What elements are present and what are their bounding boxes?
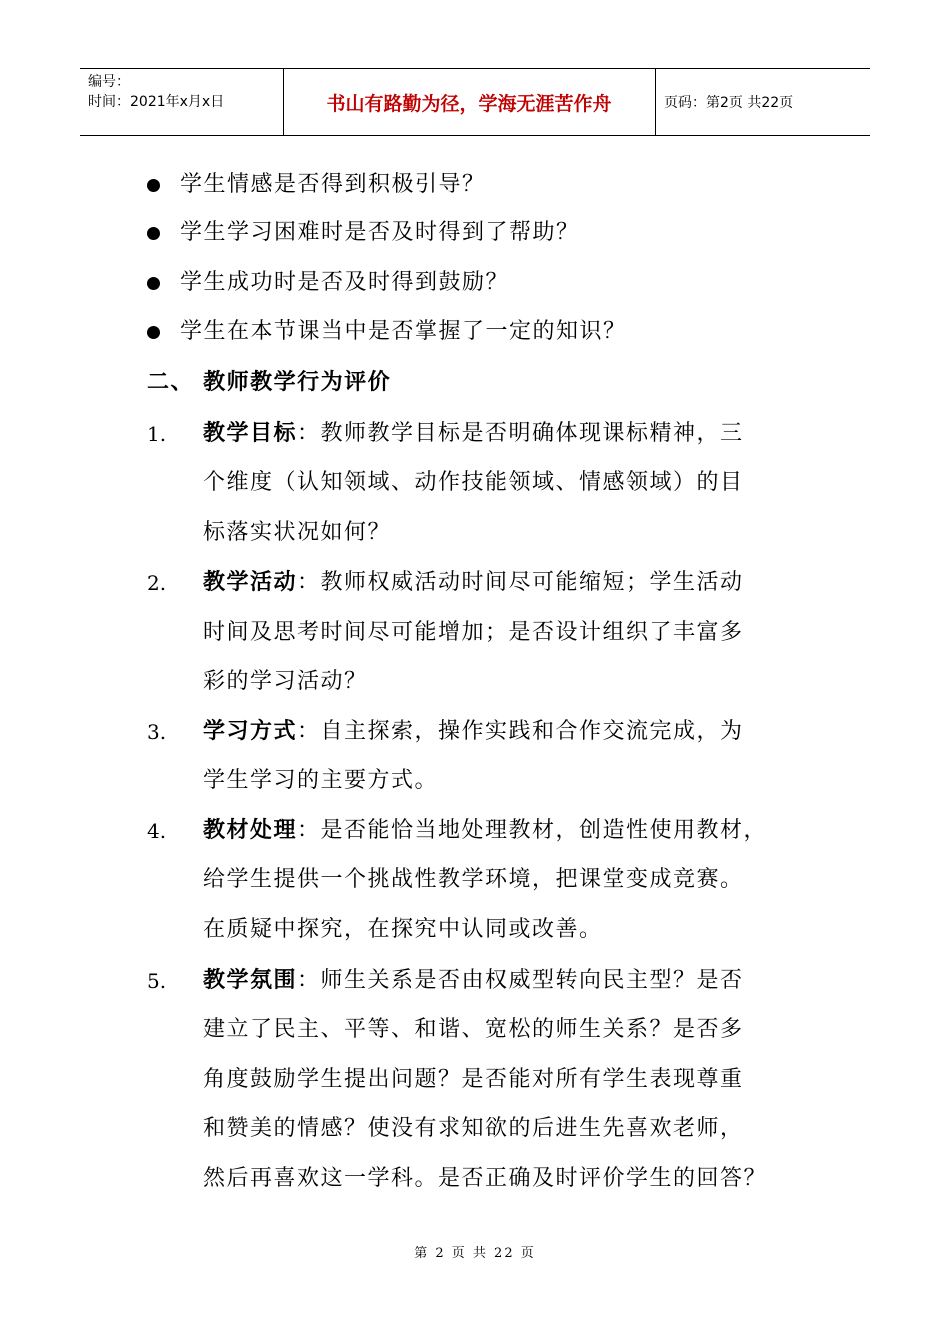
item-text: 给学生提供一个挑战性教学环境，把课堂变成竞赛。: [203, 867, 744, 892]
time-label: 时间：2021年x月x日: [88, 94, 225, 110]
item-line: [203, 816, 767, 846]
item-text: ：自主探索，操作实践和合作交流完成，为: [297, 719, 744, 744]
bullet-dot-icon: [147, 179, 160, 192]
header-meta: [80, 69, 284, 135]
item-text: ：教师教学目标是否明确体现课标精神，三: [297, 421, 744, 446]
item-line: [203, 419, 744, 449]
bullet-text: 学生在本节课当中是否掌握了一定的知识？: [180, 319, 627, 344]
page-header: [80, 68, 870, 136]
item-text: 标落实状况如何？: [203, 520, 392, 545]
item-text: 学生学习的主要方式。: [203, 768, 439, 793]
item-text: 角度鼓励学生提出问题？是否能对所有学生表现尊重: [203, 1067, 744, 1092]
item-line: [203, 966, 744, 996]
item-title: 教学活动: [203, 570, 298, 595]
item-text: 彩的学习活动？: [203, 669, 368, 694]
item-title: 教学目标: [203, 421, 298, 446]
bullet-dot-icon: [147, 277, 160, 290]
page-footer: 第 2 页 共 22 页: [414, 1246, 536, 1261]
item-number: 3.: [147, 720, 167, 744]
bullet-text: 学生学习困难时是否及时得到了帮助？: [180, 220, 580, 245]
item-title: 学习方式: [203, 719, 298, 744]
header-motto: 书山有路勤为径，学海无涯苦作舟: [283, 69, 656, 135]
bullet-text: 学生情感是否得到积极引导？: [180, 172, 486, 197]
item-text: 和赞美的情感？使没有求知欲的后进生先喜欢老师，: [203, 1116, 744, 1141]
bullet-dot-icon: [147, 326, 160, 339]
item-text: 个维度（认知领域、动作技能领域、情感领域）的目: [203, 470, 744, 495]
item-title: 教学氛围: [203, 968, 298, 993]
section-heading: 二、 教师教学行为评价: [147, 370, 392, 395]
item-text: ：教师权威活动时间尽可能缩短；学生活动: [297, 570, 744, 595]
item-text: 然后再喜欢这一学科。是否正确及时评价学生的回答？: [203, 1166, 768, 1191]
item-text: 时间及思考时间尽可能增加；是否设计组织了丰富多: [203, 620, 744, 645]
item-line: [203, 717, 744, 747]
item-number: 4.: [147, 819, 167, 843]
bullet-dot-icon: [147, 227, 160, 240]
bullet-text: 学生成功时是否及时得到鼓励？: [180, 270, 510, 295]
item-number: 1.: [147, 422, 167, 446]
number-label: 编号：: [88, 74, 130, 90]
item-text: 建立了民主、平等、和谐、宽松的师生关系？是否多: [203, 1017, 744, 1042]
item-number: 5.: [147, 969, 167, 993]
item-line: [203, 568, 744, 598]
item-text: ：师生关系是否由权威型转向民主型？是否: [297, 968, 744, 993]
item-text: ：是否能恰当地处理教材，创造性使用教材，: [297, 818, 768, 843]
header-page-info: 页码：第2页 共22页: [664, 95, 794, 111]
item-text: 在质疑中探究，在探究中认同或改善。: [203, 917, 603, 942]
item-number: 2.: [147, 571, 167, 595]
item-title: 教材处理: [203, 818, 298, 843]
